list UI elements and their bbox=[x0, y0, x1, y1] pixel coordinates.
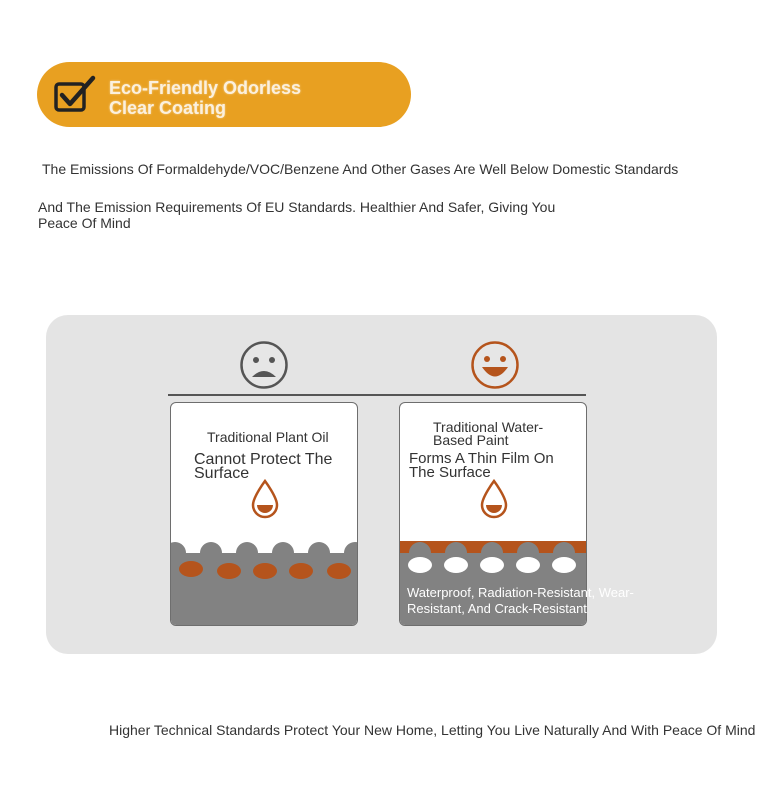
plant-oil-effect: Cannot Protect The Surface bbox=[194, 451, 333, 482]
description-line-1: The Emissions Of Formaldehyde/VOC/Benzene And Other Gases Are Well Below Domestic Standards bbox=[42, 161, 679, 177]
eco-friendly-badge bbox=[37, 62, 411, 127]
comparison-divider bbox=[168, 394, 586, 396]
checkbox-check-icon bbox=[53, 74, 97, 114]
water-based-benefits: Waterproof, Radiation-Resistant, Wear-Resistant, And Crack-Resistant bbox=[407, 585, 634, 616]
oil-drop-icon bbox=[478, 479, 510, 519]
sad-face-icon bbox=[239, 340, 289, 390]
happy-face-icon bbox=[470, 340, 520, 390]
oil-drop-icon bbox=[249, 479, 281, 519]
water-based-paint-label: Traditional Water-Based Paint bbox=[433, 419, 544, 448]
plant-oil-label: Traditional Plant Oil bbox=[207, 429, 329, 445]
footer-statement: Higher Technical Standards Protect Your New Home, Letting You Live Naturally And With Peace Of Mind bbox=[109, 722, 756, 738]
description-line-2: And The Emission Requirements Of EU Standards. Healthier And Safer, Giving You Peace Of Mind bbox=[38, 199, 556, 231]
water-based-paint-effect: Forms A Thin Film On The Surface bbox=[409, 450, 554, 481]
badge-title: Eco-Friendly Odorless Clear Coating bbox=[109, 78, 302, 118]
plant-oil-surface-illustration bbox=[171, 541, 357, 625]
